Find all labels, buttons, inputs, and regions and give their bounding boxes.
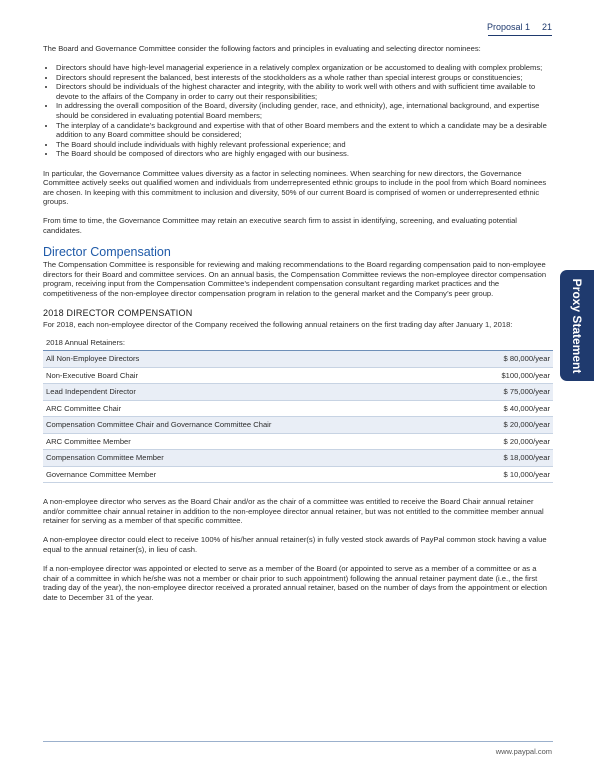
compensation-subintro: For 2018, each non-employee director of the Company received the following annual retainers on the first trading day after January 1, 2018: [43,319,513,329]
criteria-item: • Directors should have high-level managerial experience in a relatively complex organization or be accustomed to dealing with complex problems; [56,63,553,73]
retainer-amount: $ 75,000/year [456,384,553,401]
side-tab-label: Proxy Statement [570,278,584,373]
criteria-item: • Directors should be individuals of the highest character and integrity, with the ability to work well with others and with sufficient time available to devote to the affairs of the Company in order to carry out their responsibilities; [56,82,553,101]
retainer-role: Governance Committee Member [43,466,456,483]
header-section: Proposal 1 [486,22,530,32]
page-header [487,23,552,33]
table-row [43,450,553,467]
table-row [43,466,553,483]
retainer-amount: $ 40,000/year [456,400,553,417]
table-row [43,351,553,367]
retainers-table-caption: 2018 Annual Retainers: [43,338,553,352]
compensation-heading: Director Compensation [43,245,171,260]
criteria-list [43,63,553,159]
retainer-role: Compensation Committee Member [43,450,456,467]
retainer-role: All Non-Employee Directors [43,351,456,367]
criteria-intro: The Board and Governance Committee consider the following factors and principles in evaluating and selecting director nominees: [43,44,481,53]
retainer-amount: $ 18,000/year [456,450,553,467]
criteria-item: • In addressing the overall composition of the Board, diversity (including gender, race, and ethnicity), age, international background, and expertise should be considered in evaluating potential Board members; [56,101,553,120]
compensation-subheading: 2018 DIRECTOR COMPENSATION [43,307,193,318]
header-rule [488,35,552,36]
retainer-amount: $ 80,000/year [456,351,553,367]
footer-rule [43,741,553,742]
retainer-amount: $ 10,000/year [456,466,553,483]
retainer-role: ARC Committee Chair [43,400,456,417]
criteria-item: • The Board should be composed of directors who are highly engaged with our business. [56,149,553,159]
search-firm-paragraph: From time to time, the Governance Committee may retain an executive search firm to assist in identifying, screening, and evaluating potential candidates. [43,216,517,235]
footer-url[interactable]: www.paypal.com [495,747,552,756]
compensation-intro: The Compensation Committee is responsible for reviewing and making recommendations to the Board regarding compensation paid to non-employee directors for their Board and committee services. On an annual basis, the Compensation Committee reviews the non-employee director compensation program, receiving input from the Compensation Committee’s independent compensation consultant regarding market practices and the competitiveness of the non-employee director compensation program in relation to the general market and the Company’s peer group. [43,260,547,298]
table-row [43,400,553,417]
retainer-amount: $ 20,000/year [456,417,553,434]
retainer-amount: $100,000/year [456,367,553,384]
chair-retainer-note: A non-employee director who serves as the Board Chair and/or as the chair of a committee was entitled to receive the Board Chair annual retainer and/or committee chair annual retainer in addition to the non-employee director annual retainer, but was not entitled to the committee member annual retainer for serving as a member of that specific committee. [43,497,544,526]
retainer-role: Compensation Committee Chair and Governance Committee Chair [43,417,456,434]
retainers-table [43,338,553,484]
table-row [43,367,553,384]
retainer-role: ARC Committee Member [43,433,456,450]
page-number: 21 [541,22,552,32]
criteria-item: • Directors should represent the balanced, best interests of the stockholders as a whole rather than special interest groups or constituencies; [56,73,553,83]
retainer-role: Non-Executive Board Chair [43,367,456,384]
page-content [43,44,553,612]
retainer-role: Lead Independent Director [43,384,456,401]
prorated-retainer-note: If a non-employee director was appointed or elected to serve as a member of the Board (or appointed to serve as a member of a committee or as a chair of a committee in which he/she was not a member or chair prior to such appointment) following the annual retainer payment date (i.e., the first trading day of the year), the non-employee director received a prorated annual retainer, based on the number of days from the appointment or election date to December 31 of the year. [43,564,548,602]
table-row [43,433,553,450]
criteria-item: • The Board should include individuals with highly relevant professional experience; and [56,140,553,150]
stock-election-note: A non-employee director could elect to receive 100% of his/her annual retainer(s) in fully vested stock awards of PayPal common stock having a value equal to the annual retainer(s), in lieu of cash. [43,535,547,555]
table-row [43,384,553,401]
table-row [43,417,553,434]
proxy-statement-tab[interactable] [560,270,594,381]
diversity-paragraph: In particular, the Governance Committee values diversity as a factor in selecting nominees. When searching for new directors, the Governance Committee actively seeks out qualified women and individuals from underrepresented ethnic groups to include in the pool from which Board nominees are chosen. In keeping with this commitment to inclusion and diversity, 50% of our current Board is comprised of women or underrepresented ethnic groups. [43,168,547,207]
criteria-item: • The interplay of a candidate’s background and expertise with that of other Board members and the extent to which a candidate may be a desirable addition to any Board committee should be considered; [56,121,553,140]
retainer-amount: $ 20,000/year [456,433,553,450]
